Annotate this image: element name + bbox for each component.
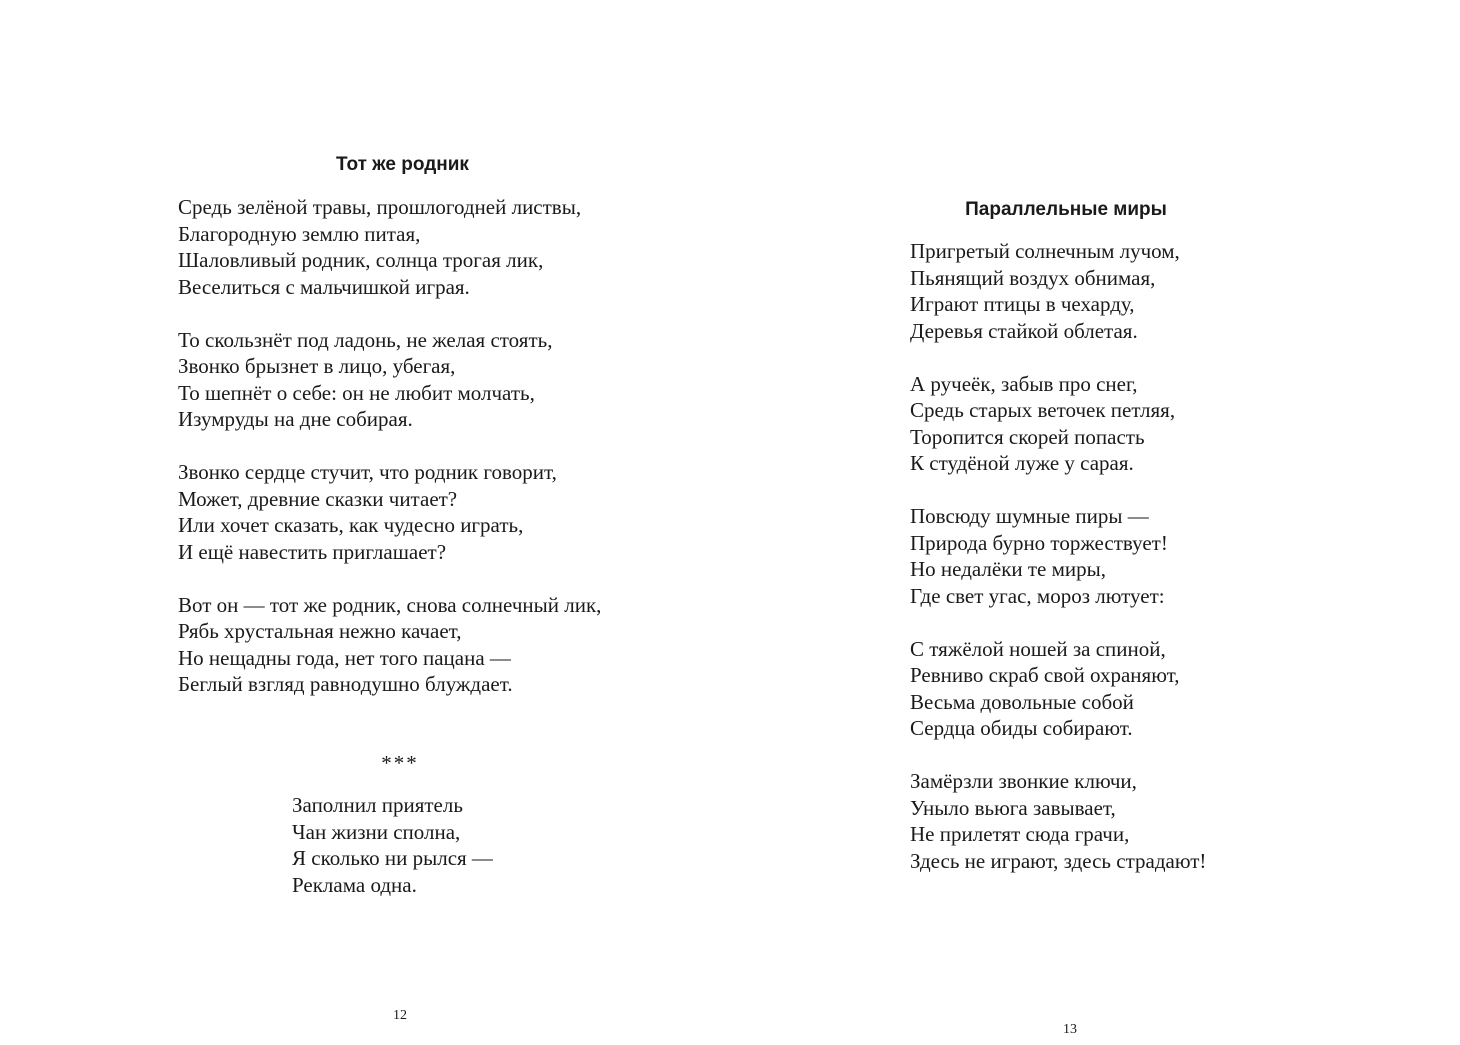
poem-line: Деревья стайкой облетая. [910,318,1138,343]
stanza [910,238,1206,344]
page-number: 13 [1063,1022,1077,1037]
poem-line: Повсюду шумные пиры — [910,504,1149,528]
poem-line: Средь зелёной травы, прошлогодней листвы, [178,195,582,219]
poem-title: Параллельные миры [965,199,1167,220]
poem-line: Благородную землю питая, [178,221,421,246]
stanza [178,327,601,433]
right-page [730,0,1460,1045]
poem-line: Здесь не играют, здесь страдают! [910,848,1207,873]
poem-line: Не прилетят сюда грачи, [910,822,1130,846]
poem-body [178,194,601,698]
poem-line: То шепнёт о себе: он не любит молчать, [178,380,535,405]
poem-line: Ревниво скраб свой охраняют, [910,663,1180,687]
poem-line: Играют птицы в чехарду, [910,292,1135,316]
stanza [910,503,1206,609]
stanza [178,459,601,565]
poem-line: Средь старых веточек петляя, [910,398,1176,422]
poem-line: Вот он — тот же родник, снова солнечный лик, [178,592,602,617]
poem-line: Замёрзли звонкие ключи, [910,769,1137,793]
poem-line: Беглый взгляд равнодушно блуждает. [178,672,513,696]
poem-line: К студёной луже у сарая. [910,451,1134,475]
poem-line: То скользнёт под ладонь, не желая стоять, [178,327,553,352]
page-number: 12 [393,1008,407,1023]
poem-line: Чан жизни сполна, [292,819,461,844]
poem-line: Реклама одна. [292,872,417,897]
stanza [292,792,493,898]
section-separator: *** [381,751,419,775]
poem-line: Но недалёки те миры, [910,557,1107,581]
poem-title: Тот же родник [336,154,469,175]
poem-line: Заполнил приятель [292,793,463,817]
poem-line: Или хочет сказать, как чудесно играть, [178,513,524,537]
poem-line: Но нещадны года, нет того пацана — [178,645,511,670]
poem-line: Где свет угас, мороз лютует: [910,583,1165,608]
poem-line: Сердца обиды собирают. [910,716,1133,740]
poem-line: Торопится скорей попасть [910,424,1145,449]
poem-line: С тяжёлой ношей за спиной, [910,636,1166,661]
stanza [910,371,1206,477]
poem-line: Пьянящий воздух обнимая, [910,265,1156,290]
poem-line: Звонко брызнет в лицо, убегая, [178,354,456,378]
poem-line: Уныло вьюга завывает, [910,795,1116,820]
stanza [178,194,601,300]
poem-line: Я сколько ни рылся — [292,846,493,870]
poem-line: И ещё навестить приглашает? [178,539,447,564]
poem-line: Пригретый солнечным лучом, [910,239,1180,263]
short-poem [292,792,493,898]
poem-line: Весьма довольные собой [910,689,1134,714]
stanza [178,592,601,698]
poem-line: Природа бурно торжествует! [910,530,1168,555]
poem-line: А ручеёк, забыв про снег, [910,371,1138,396]
stanza [910,768,1206,874]
stanza [910,636,1206,742]
poem-line: Изумруды на дне собирая. [178,407,413,431]
poem-line: Звонко сердце стучит, что родник говорит, [178,460,557,484]
poem-line: Рябь хрустальная нежно качает, [178,619,462,643]
poem-line: Шаловливый родник, солнца трогая лик, [178,248,544,272]
poem-line: Может, древние сказки читает? [178,486,458,511]
poem-line: Веселиться с мальчишкой играя. [178,274,470,299]
poem-body [910,238,1206,874]
